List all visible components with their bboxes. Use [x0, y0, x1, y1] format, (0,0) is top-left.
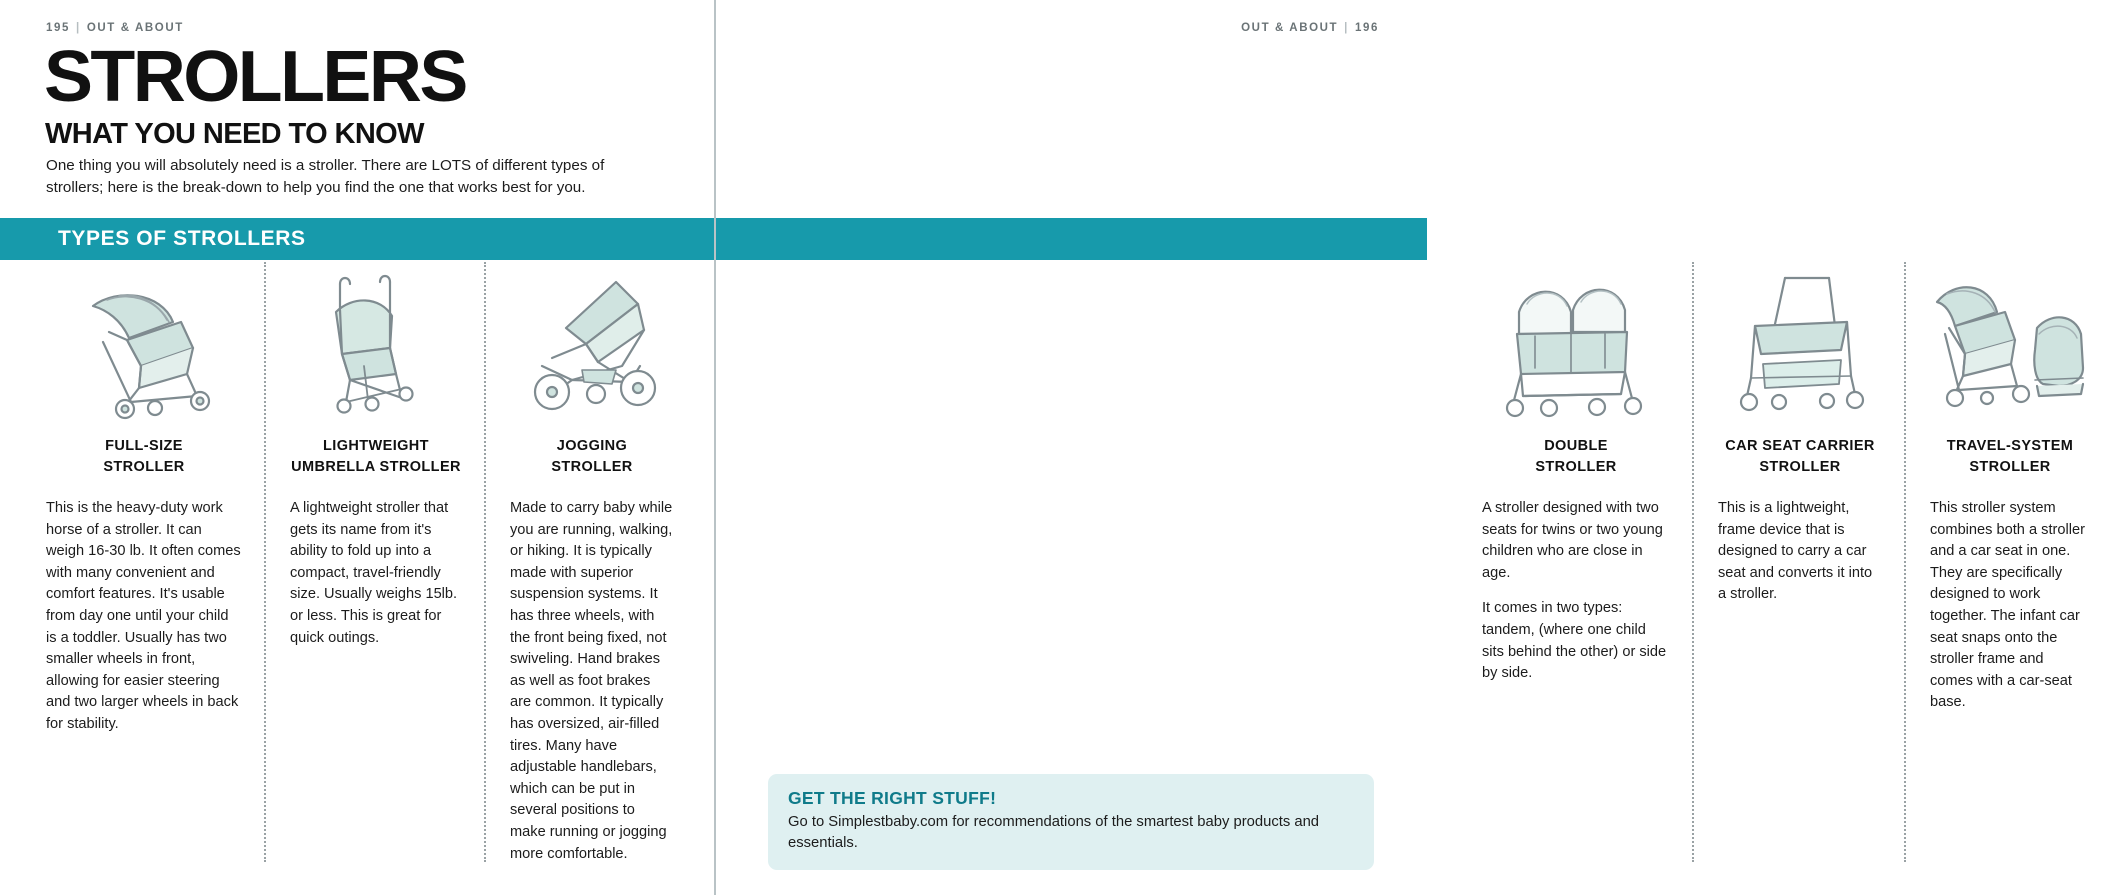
callout-body: Go to Simplestbaby.com for recommendations of the smartest baby products and essentials.	[788, 814, 1320, 851]
stroller-card-travel-system	[1904, 262, 2112, 714]
lightweight-umbrella-stroller-illustration	[290, 262, 462, 420]
stroller-title-travel-system	[1930, 436, 2090, 478]
paragraph: A stroller designed with two seats for twins or two young children who are close in age.	[1482, 500, 1663, 581]
section-name-right: OUT & ABOUT	[1241, 22, 1339, 34]
running-head-separator-right: |	[1344, 22, 1349, 34]
paragraph: This is a lightweight, frame device that is designed to carry a car seat and converts it into a stroller.	[1718, 500, 1873, 603]
full-size-stroller-illustration	[46, 262, 242, 420]
stroller-body-full-size	[46, 498, 242, 736]
jogging-stroller-illustration	[510, 262, 674, 420]
stroller-card-full-size	[46, 262, 264, 865]
car-seat-carrier-stroller-illustration	[1718, 262, 1882, 420]
running-head-right	[1241, 22, 1379, 34]
title-line-2: STROLLER	[1759, 459, 1841, 476]
title-line-1: DOUBLE	[1544, 438, 1608, 454]
stroller-card-jogging	[484, 262, 696, 865]
stroller-body-travel-system	[1930, 498, 2090, 714]
title-line-1: JOGGING	[556, 438, 628, 454]
running-head-left	[46, 22, 184, 34]
page-subtitle: WHAT YOU NEED TO KNOW	[45, 118, 424, 150]
travel-system-stroller-illustration	[1930, 262, 2090, 420]
double-stroller-illustration	[1482, 262, 1670, 420]
page-number-left: 195	[46, 22, 70, 34]
paragraph: A lightweight stroller that gets its name from it's ability to fold up into a compact, travel-friendly size. Usually weighs 15lb. or less. This is great for quick outings.	[290, 500, 458, 646]
title-line-1: TRAVEL-SYSTEM	[1946, 438, 2074, 454]
stroller-title-jogging	[510, 436, 674, 478]
stroller-body-lightweight-umbrella	[290, 498, 462, 649]
title-line-2: STROLLER	[1535, 459, 1617, 476]
stroller-body-jogging	[510, 498, 674, 865]
stroller-title-car-seat-carrier	[1718, 436, 1882, 478]
title-line-1: FULL-SIZE	[105, 438, 183, 454]
title-line-2: STROLLER	[1969, 459, 2051, 476]
running-head-separator-left: |	[76, 22, 81, 34]
left-page	[0, 0, 714, 895]
section-band-label: TYPES OF STROLLERS	[58, 227, 306, 250]
stroller-body-double	[1482, 498, 1670, 685]
stroller-columns-right	[1482, 262, 2112, 714]
stroller-body-car-seat-carrier	[1718, 498, 1882, 606]
right-page	[714, 0, 2085, 895]
paragraph: This is the heavy-duty work horse of a stroller. It can weigh 16-30 lb. It often comes with many convenient and comfort features. It's usable from day one until your child is a toddler. Usually has two smaller wheels in front, allowing for easier steering and two larger wheels in back for stability.	[46, 500, 241, 732]
stroller-title-full-size	[46, 436, 242, 478]
title-line-2: STROLLER	[103, 459, 185, 476]
page-title: STROLLERS	[44, 37, 466, 117]
title-line-2: UMBRELLA STROLLER	[291, 459, 461, 476]
title-line-2: STROLLER	[551, 459, 633, 476]
page-number-right: 196	[1355, 22, 1379, 34]
get-the-right-stuff-callout	[768, 774, 1374, 870]
stroller-title-lightweight-umbrella	[290, 436, 462, 478]
page-gutter-divider	[714, 0, 716, 895]
intro-paragraph: One thing you will absolutely need is a stroller. There are LOTS of different types of strollers; here is the break-down to help you find the one that works best for you.	[46, 157, 605, 197]
stroller-columns-left	[46, 262, 696, 865]
title-line-1: CAR SEAT CARRIER	[1725, 438, 1875, 454]
title-line-1: LIGHTWEIGHT	[323, 438, 429, 454]
stroller-card-car-seat-carrier	[1692, 262, 1904, 714]
stroller-card-double	[1482, 262, 1692, 714]
paragraph: Made to carry baby while you are running, walking, or hiking. It is typically made with superior suspension systems. It has three wheels, with the front being fixed, not swiveling. Hand brakes as well as foot brakes are common. It typically has oversized, air-filled tires. Many have adjustable handlebars, which can be put in several positions to make running or jogging more comfortable.	[510, 500, 673, 862]
section-name-left: OUT & ABOUT	[86, 22, 184, 34]
stroller-card-lightweight-umbrella	[264, 262, 484, 865]
paragraph: It comes in two types: tandem, (where one child sits behind the other) or side by side.	[1482, 600, 1667, 682]
callout-title: GET THE RIGHT STUFF!	[788, 788, 997, 808]
stroller-title-double	[1482, 436, 1670, 478]
paragraph: This stroller system combines both a stroller and a car seat in one. They are specifically designed to work together. The infant car seat snaps onto the stroller frame and comes with a car-seat base.	[1930, 500, 2085, 711]
